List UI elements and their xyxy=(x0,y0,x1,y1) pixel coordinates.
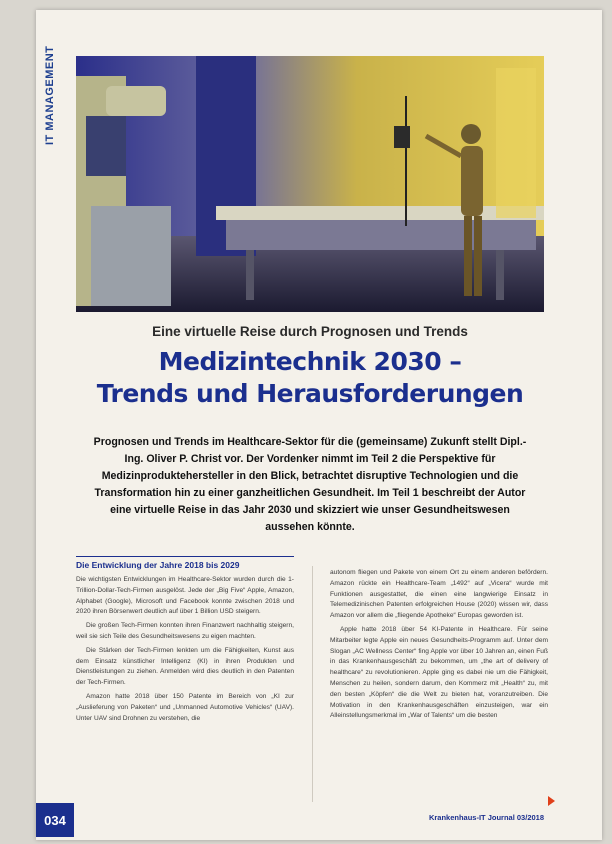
paragraph: Die großen Tech-Firmen konnten ihren Finanzwert nachhaltig steigern, weil sie sich Teile des Gesundheitswesens zu eigen machten. xyxy=(76,622,294,640)
headline xyxy=(76,346,544,410)
section-label: IT MANAGEMENT xyxy=(44,45,56,145)
lead-paragraph: Prognosen und Trends im Healthcare-Sektor für die (gemeinsame) Zukunft stellt Dipl.-Ing. Oliver P. Christ vor. Der Vordenker nimmt im Teil 2 die Perspektive für Medizinproduktehersteller in den Blick, betrachtet disruptive Technologien und die Transformation hin zu einer ganzheitlichen Gesundheit. Im Teil 1 beschreibt der Autor eine virtuelle Reise in das Jahr 2030 und skizziert wie unser Gesundheitswesen aussehen könnte. xyxy=(93,436,527,533)
journal-footer: Krankenhaus-IT Journal 03/2018 xyxy=(428,813,544,822)
headline-line-2: Trends und Herausforderungen xyxy=(96,379,524,408)
column-heading: Die Entwicklung der Jahre 2018 bis 2029 xyxy=(76,560,240,570)
left-column xyxy=(76,560,294,727)
kicker: Eine virtuelle Reise durch Prognosen und Trends xyxy=(152,324,468,339)
paragraph: autonom fliegen und Pakete von einem Ort zu einem anderen befördern. Amazon rückte ein Healthcare-Team „1492“ auf „Vicera“ wurde mit Funktionen ausgestattet, die einen eine langwierige Einsatz in Telemedizinischen Patenten erfolgreichen House (2020) wissen wir, dass Amazon vor allem die „fliegende Apotheke“ Europas geworden ist. xyxy=(330,569,548,620)
hero-image xyxy=(76,56,544,312)
arrow-right-icon xyxy=(548,796,555,806)
paragraph: Amazon hatte 2018 über 150 Patente im Bereich von „KI zur „Auslieferung von Paketen“ und „Unmanned Automotive Vehicles“ (UAV). Unter UAV sind Drohnen zu verstehen, die xyxy=(76,692,294,722)
paragraph: Die wichtigsten Entwicklungen im Healthcare-Sektor wurden durch die 1-Trillion-Dollar-Tech-Firmen ausgelöst. Jede der „Big Five“ Apple, Amazon, Alphabet (Google), Microsoft und Facebook konnte zwischen 2018 und 2020 ihren Börsenwert deutlich auf über 1 Billion USD steigern. xyxy=(76,576,294,616)
paragraph: Die Stärken der Tech-Firmen lenkten um die Fähigkeiten, Kunst aus dem Einsatz künstlicher Intelligenz (KI) in ihren Produkten und Dienstleistungen zu ziehen. Anmelden wird dies deutlich in den Patenten der Tech-Firmen. xyxy=(76,646,294,687)
column-divider xyxy=(312,566,313,802)
section-rule xyxy=(76,556,294,557)
right-column xyxy=(330,568,548,725)
paragraph: Apple hatte 2018 über 54 KI-Patente in Healthcare. Für seine Mitarbeiter legte Apple ein neues Gesundheits-Programm auf. Unter dem Slogan „AC Wellness Center“ fing Apple vor über 10 Jahren an, einen Fuß in das Krankenhausgeschäft zu bekommen, um „the art of delivery of healthcare“ zu revolutionieren. Apple ging es dabei nie um die Fähigkeit, Menschen zu heilen, sondern darum, den Kommerz mit „Health“ zu, mit den besten „Köpfen“ die die Welt zu bieten hat, voranzutreiben. Die Motivation in den Krankenhausgeschäften einzusteigen, war ein Alleinstellungsmerkmal im „War of Talents“ um die besten xyxy=(330,625,548,720)
page-number: 034 xyxy=(36,803,74,837)
hospital-render-illustration xyxy=(76,56,544,312)
headline-line-1: Medizintechnik 2030 – xyxy=(158,347,462,376)
